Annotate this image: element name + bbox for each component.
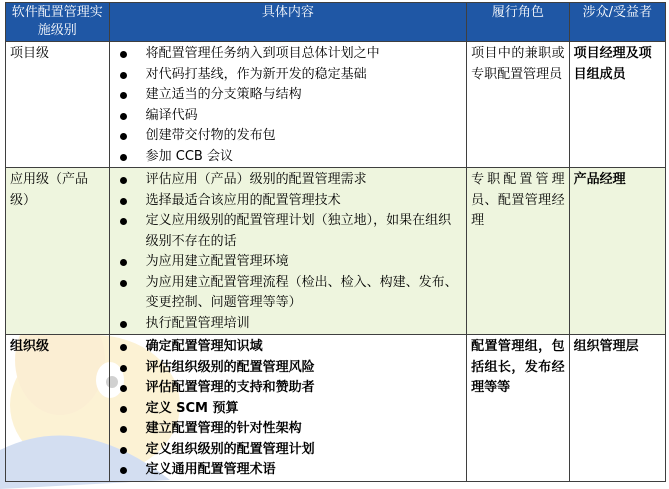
list-item: 定义通用配置管理术语 [114,460,462,481]
table-row-application-level [6,168,666,335]
table-header-row [6,3,666,42]
list-item: 将配置管理任务纳入到项目总体计划之中 [114,44,462,65]
list-item: 定义 SCM 预算 [114,399,462,420]
list-item: 对代码打基线，作为新开发的稳定基础 [114,65,462,86]
list-item: 确定配置管理知识域 [114,337,462,358]
table-row-project-level [6,42,666,168]
header-implementation-level: 软件配置管理实施级别 [6,3,110,42]
stakeholder-cell: 组织管理层 [569,335,665,482]
stakeholder-cell: 产品经理 [569,168,665,335]
level-cell: 组织级 [6,335,110,482]
list-item: 为应用建立配置管理流程（检出、检入、构建、发布、变更控制、问题管理等等） [114,273,462,314]
role-cell: 专职配置管理员、配置管理经理 [467,168,570,335]
content-cell [109,168,466,335]
list-item: 创建带交付物的发布包 [114,126,462,147]
stakeholder-cell: 项目经理及项目组成员 [569,42,665,168]
content-cell [109,42,466,168]
list-item: 评估配置管理的支持和赞助者 [114,378,462,399]
content-cell [109,335,466,482]
list-item: 参加 CCB 会议 [114,147,462,168]
role-cell: 配置管理组，包括组长，发布经理等等 [467,335,570,482]
list-item: 定义应用级别的配置管理计划（独立地），如果在组织级别不存在的话 [114,211,462,252]
list-item: 评估应用（产品）级别的配置管理需求 [114,170,462,191]
list-item: 编译代码 [114,106,462,127]
list-item: 选择最适合该应用的配置管理技术 [114,191,462,212]
level-cell: 应用级（产品级） [6,168,110,335]
list-item: 评估组织级别的配置管理风险 [114,358,462,379]
list-item: 为应用建立配置管理环境 [114,252,462,273]
header-specific-content: 具体内容 [109,3,466,42]
list-item: 建立适当的分支策略与结构 [114,85,462,106]
header-role: 履行角色 [467,3,570,42]
list-item: 建立配置管理的针对性架构 [114,419,462,440]
role-cell: 项目中的兼职或专职配置管理员 [467,42,570,168]
list-item: 定义组织级别的配置管理计划 [114,440,462,461]
level-cell: 项目级 [6,42,110,168]
table-row-organization-level [6,335,666,482]
list-item: 执行配置管理培训 [114,314,462,335]
header-stakeholder: 涉众/受益者 [569,3,665,42]
config-management-levels-table [5,2,666,482]
